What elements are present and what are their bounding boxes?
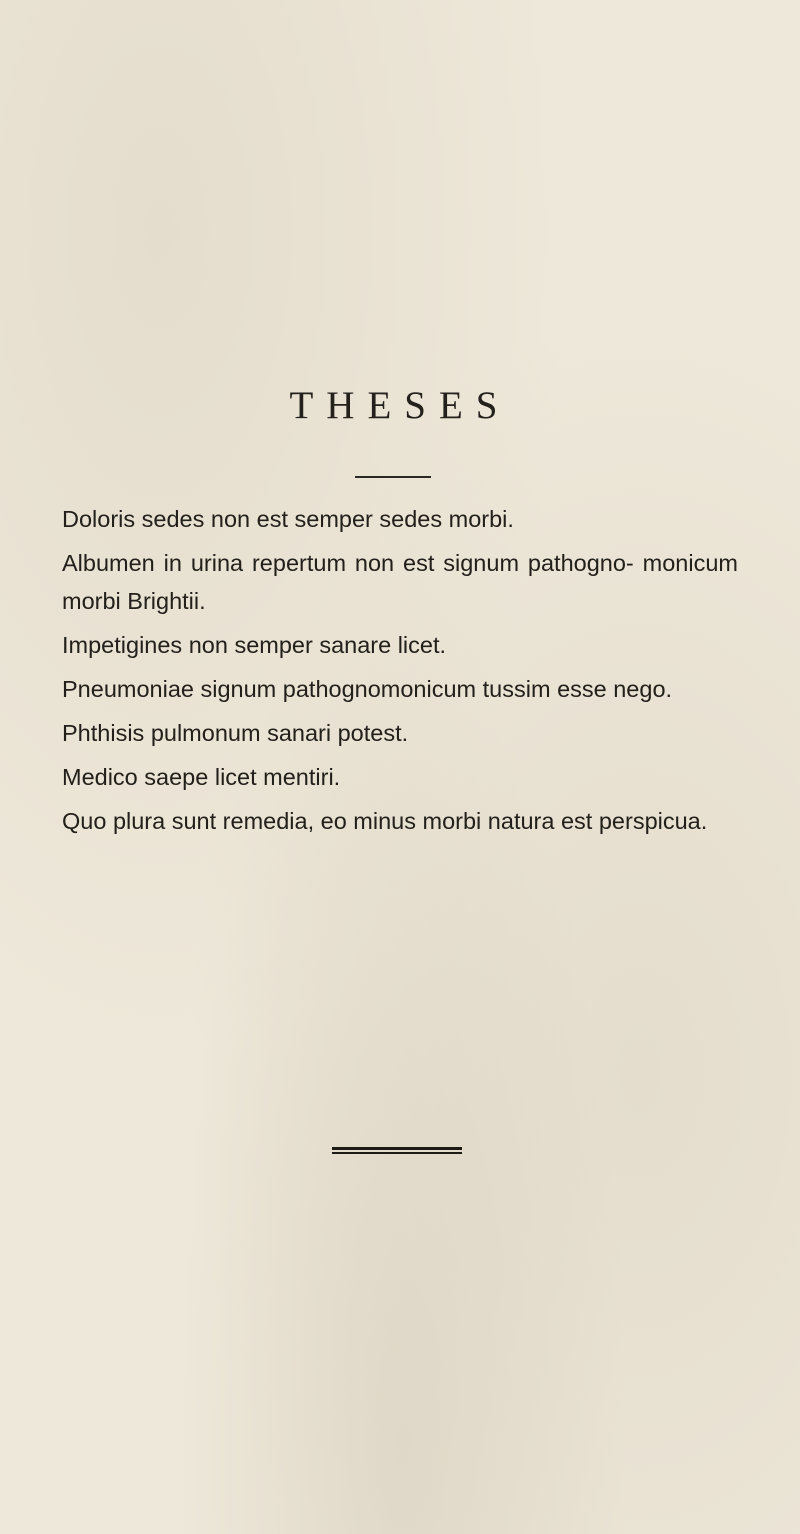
page-title: THESES xyxy=(289,384,511,427)
thesis-item: Pneumoniae signum pathognomonicum tussim esse nego. xyxy=(62,676,673,702)
thesis-item: Quo plura sunt remedia, eo minus morbi natura est perspicua. xyxy=(62,808,708,834)
end-divider-thick xyxy=(332,1147,462,1150)
thesis-item: Albumen in urina repertum non est signum pathogno- monicum morbi Brightii. xyxy=(62,550,738,614)
theses-list xyxy=(62,500,738,846)
end-divider-thin xyxy=(332,1152,462,1154)
thesis-item: Phthisis pulmonum sanari potest. xyxy=(62,720,409,746)
title-divider xyxy=(355,476,431,478)
thesis-item: Doloris sedes non est semper sedes morbi. xyxy=(62,506,514,532)
thesis-item: Impetigines non semper sanare licet. xyxy=(62,632,447,658)
thesis-item: Medico saepe licet mentiri. xyxy=(62,764,341,790)
